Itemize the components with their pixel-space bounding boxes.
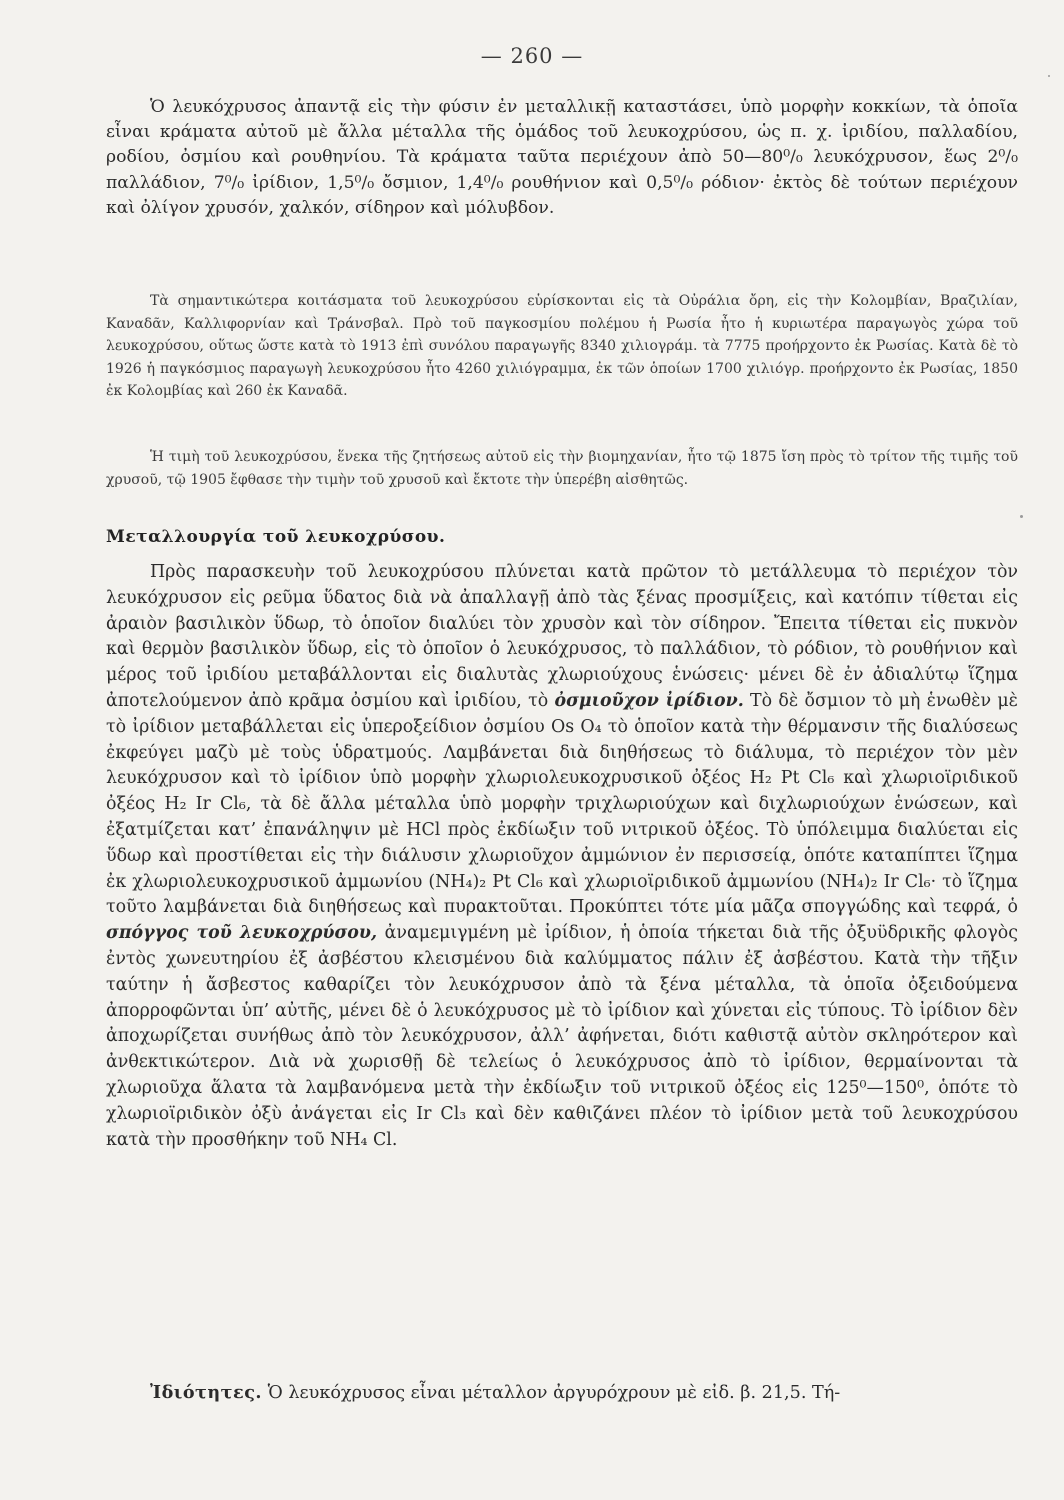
- deposits-paragraph: [106, 290, 1018, 403]
- properties-text: Ὁ λευκόχρυσος εἶναι μέταλλον ἀργυρόχρουν μὲ εἰδ. β. 21,5. Τή-: [267, 1383, 841, 1403]
- price-paragraph: [106, 446, 1018, 491]
- term-platinum-sponge: σπόγγος τοῦ λευκοχρύσου,: [106, 923, 378, 944]
- scan-speck: [1020, 515, 1023, 518]
- properties-paragraph: [106, 1380, 1018, 1406]
- page-number: — 260 —: [480, 44, 584, 68]
- price-text: Ἡ τιμὴ τοῦ λευκοχρύσου, ἕνεκα τῆς ζητήσεως αὐτοῦ εἰς τὴν βιομηχανίαν, ἦτο τῷ 1875 ἴση πρὸς τὸ τρίτον τῆς τιμῆς τοῦ χρυσοῦ, τῷ 1905 ἔφθασε τὴν τιμὴν τοῦ χρυσοῦ καὶ ἔκτοτε τὴν ὑπερέβη αἰσθητῶς.: [106, 449, 1018, 488]
- metallurgy-text-2: Τὸ δὲ ὄσμιον τὸ μὴ ἑνωθὲν μὲ τὸ ἰρίδιον μεταβάλλεται εἰς ὑπεροξείδιον ὀσμίου Os O₄ τὸ ὁποῖον κατὰ τὴν θέρμανσιν τῆς διαλύσεως ἐκφεύγει μαζὺ μὲ τοὺς ὑδρατμούς. Λαμβάνεται διὰ διηθήσεως τὸ διάλυμα, τὸ περιέχον τὸν μὲν λευκόχρυσον καὶ τὸ ἰρίδιον ὑπὸ μορφὴν χλωριολευκοχρυσικοῦ ὀξέος H₂ Pt Cl₆ καὶ χλωριοϊριδικοῦ ὀξέος H₂ Ir Cl₆, τὰ δὲ ἄλλα μέταλλα ὑπὸ μορφὴν τριχλωριούχων καὶ διχλωριούχων ἑνώσεων, καὶ ἐξατμίζεται κατ’ ἐπανάληψιν μὲ HCl πρὸς ἐκδίωξιν τοῦ νιτρικοῦ ὀξέος. Τὸ ὑπόλειμμα διαλύεται εἰς ὕδωρ καὶ προστίθεται εἰς τὴν διάλυσιν χλωριοῦχον ἀμμώνιον ἐν περισσείᾳ, ὁπότε καταπίπτει ἵζημα ἐκ χλωριολευκοχρυσικοῦ ἀμμωνίου (NH₄)₂ Pt Cl₆ καὶ χλωριοϊριδικοῦ ἀμμωνίου (NH₄)₂ Ir Cl₆· τὸ ἵζημα τοῦτο λαμβάνεται διὰ διηθήσεως καὶ πυρακτοῦται. Προκύπτει τότε μία μᾶζα σπογγώδης καὶ τεφρά, ὁ: [106, 690, 1018, 918]
- intro-paragraph: [106, 95, 1018, 221]
- metallurgy-text-1: Πρὸς παρασκευὴν τοῦ λευκοχρύσου πλύνεται κατὰ πρῶτον τὸ μετάλλευμα τὸ περιέχον τὸν λευκόχρυσον εἰς ρεῦμα ὕδατος διὰ νὰ ἀπαλλαγῇ ἀπὸ τὰς ξένας προσμίξεις, καὶ κατόπιν τίθεται εἰς ἀραιὸν βασιλικὸν ὕδωρ, τὸ ὁποῖον διαλύει τὸν χρυσὸν καὶ τὸν σίδηρον. Ἔπειτα τίθεται εἰς πυκνὸν καὶ θερμὸν βασιλικὸν ὕδωρ, εἰς τὸ ὁποῖον ὁ λευκόχρυσος, τὸ παλλάδιον, τὸ ρόδιον, τὸ ρουθήνιον καὶ μέρος τοῦ ἰριδίου μεταβάλλονται εἰς διαλυτὰς χλωριούχους ἑνώσεις· μένει δὲ ἐν ἀδιαλύτῳ ἵζημα ἀποτελούμενον ἀπὸ κρᾶμα ὀσμίου καὶ ἰριδίου, τὸ: [106, 562, 1018, 711]
- metallurgy-paragraph: [106, 560, 1018, 1153]
- section-heading-properties: Ἰδιότητες.: [150, 1382, 263, 1403]
- section-heading-metallurgy: Μεταλλουργία τοῦ λευκοχρύσου.: [106, 527, 446, 547]
- metallurgy-text-3: ἀναμεμιγμένη μὲ ἰρίδιον, ἡ ὁποία τήκεται διὰ τῆς ὀξυϋδρικῆς φλογὸς ἐντὸς χωνευτηρίου ἐξ ἀσβέστου κλεισμένου διὰ καλύμματος πάλιν ἐξ ἀσβέστου. Κατὰ τὴν τῆξιν ταύτην ἡ ἄσβεστος καθαρίζει τὸν λευκόχρυσον ἀπὸ τὰ ξένα μέταλλα, τὰ ὁποῖα ὀξειδούμενα ἀπορροφῶνται ὑπ’ αὐτῆς, μένει δὲ ὁ λευκόχρυσος μὲ τὸ ἰρίδιον καὶ χύνεται εἰς τύπους. Τὸ ἰρίδιον δὲν ἀποχωρίζεται συνήθως ἀπὸ τὸν λευκόχρυσον, ἀλλ’ ἀφήνεται, διότι καθιστᾷ αὐτὸν σκληρότερον καὶ ἀνθεκτικώτερον. Διὰ νὰ χωρισθῇ δὲ τελείως ὁ λευκόχρυσος ἀπὸ τὸ ἰρίδιον, θερμαίνονται τὰ χλωριοῦχα ἅλατα τὰ λαμβανόμενα μετὰ τὴν ἐκδίωξιν τοῦ νιτρικοῦ ὀξέος εἰς 125⁰—150⁰, ὁπότε τὸ χλωριοϊριδικὸν ὀξὺ ἀνάγεται εἰς Ir Cl₃ καὶ δὲν καθιζάνει πλέον τὸ ἰρίδιον μετὰ τοῦ λευκοχρύσου κατὰ τὴν προσθήκην τοῦ NH₄ Cl.: [106, 923, 1018, 1150]
- term-osmiridium: ὀσμιοῦχον ἰρίδιον.: [554, 690, 744, 711]
- scan-speck: [1048, 75, 1050, 77]
- intro-text: Ὁ λευκόχρυσος ἀπαντᾷ εἰς τὴν φύσιν ἐν μεταλλικῇ καταστάσει, ὑπὸ μορφὴν κοκκίων, τὰ ὁποῖα εἶναι κράματα αὐτοῦ μὲ ἄλλα μέταλλα τῆς ὁμάδος τοῦ λευκοχρύσου, ὡς π. χ. ἰριδίου, παλλαδίου, ροδίου, ὀσμίου καὶ ρουθηνίου. Τὰ κράματα ταῦτα περιέχουν ἀπὸ 50—80⁰/₀ λευκόχρυσον, ἕως 2⁰/₀ παλλάδιον, 7⁰/₀ ἰρίδιον, 1,5⁰/₀ ὄσμιον, 1,4⁰/₀ ρουθήνιον καὶ 0,5⁰/₀ ρόδιον· ἐκτὸς δὲ τούτων περιέχουν καὶ ὀλίγον χρυσόν, χαλκόν, σίδηρον καὶ μόλυβδον.: [106, 97, 1018, 218]
- deposits-text: Τὰ σημαντικώτερα κοιτάσματα τοῦ λευκοχρύσου εὑρίσκονται εἰς τὰ Οὐράλια ὄρη, εἰς τὴν Κολομβίαν, Βραζιλίαν, Καναδᾶν, Καλλιφορνίαν καὶ Τράνσβαλ. Πρὸ τοῦ παγκοσμίου πολέμου ἡ Ρωσία ἦτο ἡ κυριωτέρα παραγωγὸς χώρα τοῦ λευκοχρύσου, οὕτως ὥστε κατὰ τὸ 1913 ἐπὶ συνόλου παραγωγῆς 8340 χιλιογράμ. τὰ 7775 προήρχοντο ἐκ Ρωσίας. Κατὰ δὲ τὸ 1926 ἡ παγκόσμιος παραγωγὴ λευκοχρύσου ἦτο 4260 χιλιόγραμμα, ἐκ τῶν ὁποίων 1700 χιλιόγρ. προήρχοντο ἐκ Ρωσίας, 1850 ἐκ Κολομβίας καὶ 260 ἐκ Καναδᾶ.: [106, 293, 1018, 399]
